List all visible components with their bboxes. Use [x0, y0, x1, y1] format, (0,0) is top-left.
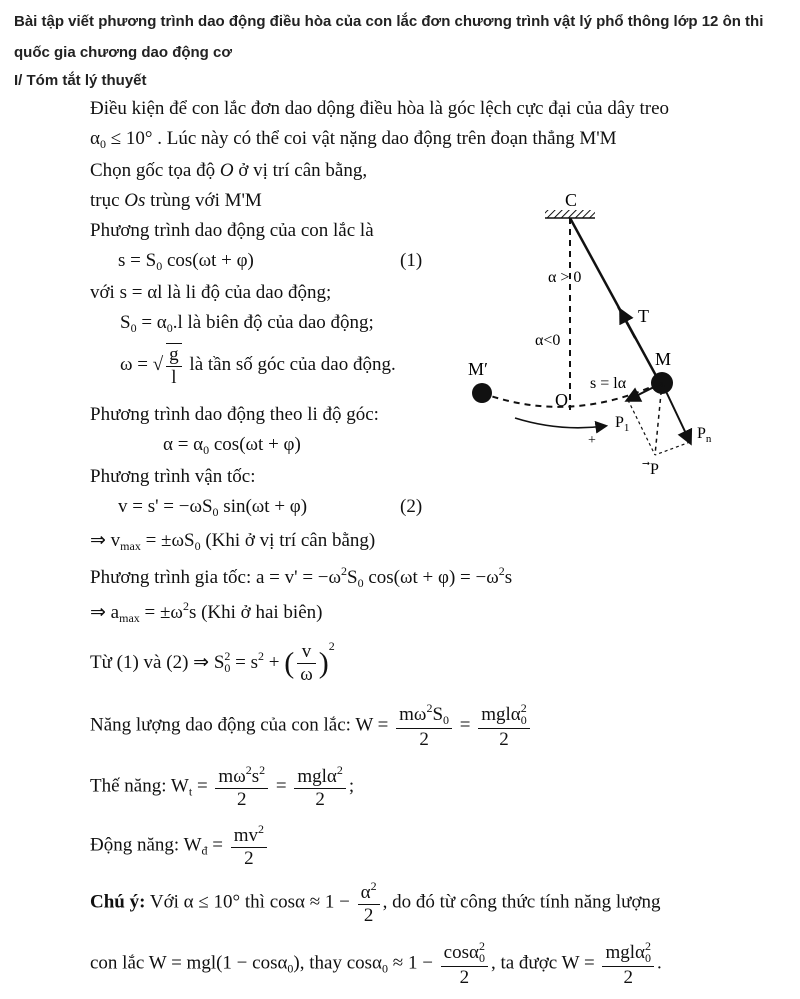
- label-C: C: [565, 190, 578, 210]
- angle-equation: $\alpha = \alpha_0$ cos(ωt + φ): [163, 434, 301, 457]
- note1a: Với: [149, 891, 179, 913]
- with-line: với s = αl là li độ của dao động;: [90, 282, 332, 303]
- equation-1: $s = S_0$ cos(ωt + φ): [118, 250, 254, 273]
- note-line2: con lắc W = mgl(1 − cosα$_0$), thay cosα$_0$ ≈ 1 − $\frac{\cos\alpha_0^2}{2}$ , ta được W = $\frac{mgl\alpha_0^2}{2}$ .: [90, 939, 662, 988]
- note1c: , do đó từ công thức tính năng lượng: [382, 891, 661, 913]
- note2c: , ta được: [490, 952, 558, 974]
- axis-text: trục: [90, 190, 120, 211]
- direction-arc: [515, 418, 605, 428]
- origin-tail: ở vị trí cân bằng,: [238, 160, 368, 181]
- note2a: con lắc: [90, 952, 145, 974]
- origin-line2: trục Os trùng với M'M: [90, 190, 262, 211]
- label-Pn: $P_n$: [697, 425, 712, 445]
- axis-tail: trùng với M'M: [150, 190, 262, 211]
- pot-label: Thế năng:: [90, 775, 167, 797]
- label-alpha-pos: α > 0: [548, 269, 582, 286]
- label-P: P: [650, 461, 659, 478]
- page-title-line2: quốc gia chương dao động cơ: [14, 44, 233, 61]
- with-tail: là li độ của dao động;: [167, 282, 332, 303]
- equation-1-tag: (1): [400, 250, 423, 271]
- from12-text: Từ (1) và (2): [90, 652, 189, 673]
- vmax-line: ⇒ $v_{max} = \pm\omega S_0$ (Khi ở vị trí cân bằng): [90, 530, 376, 553]
- sqrt-symbol: √ $\frac{g}{l}$: [153, 343, 185, 389]
- amax-line: ⇒ $a_{max} = \pm\omega^2s$ (Khi ở hai biên): [90, 599, 323, 625]
- intro-line1: Điều kiện để con lắc đơn dao dộng điều hòa là góc lệch cực đại của dây treo: [90, 98, 670, 119]
- omega-tail: là tần số góc của dao động.: [189, 354, 396, 376]
- P1-construction: [628, 400, 655, 455]
- origin-text: Chọn gốc tọa độ: [90, 160, 216, 181]
- section-heading: I/ Tóm tắt lý thuyết: [14, 72, 147, 89]
- equation-label: Phương trình dao động của con lắc là: [90, 220, 374, 241]
- kinetic-energy-line: Động năng: $W_đ$ = $\frac{mv^2}{2}$: [90, 823, 270, 870]
- acc-label: Phương trình gia tốc:: [90, 567, 252, 588]
- note-line1: Chú ý: Với α ≤ 10° thì cosα ≈ 1 − $\frac{\alpha^2}{2}$ , do đó từ công thức tính năng lượng: [90, 879, 661, 926]
- amax-tail: (Khi ở hai biên): [201, 602, 323, 623]
- acceleration-line: Phương trình gia tốc: $a = v' = -\omega^2S_0$ $\cos(\omega t + \varphi) = -\omega^2s$: [90, 564, 513, 590]
- intro-line2: $\alpha_0 \le 10^\circ$ . Lúc này có thể coi vật nặng dao động trên đoạn thẳng M'M: [90, 128, 617, 151]
- Pn-construction: [655, 442, 690, 455]
- label-s: s = lα: [590, 375, 627, 392]
- amplitude-line: $S_0 = \alpha_0.l$ là biên độ của dao động;: [120, 312, 374, 335]
- note1b: thì: [244, 891, 265, 913]
- pendulum-diagram: [450, 180, 750, 490]
- omega-line: ω = √ $\frac{g}{l}$ là tần số góc của dao động.: [120, 344, 396, 388]
- label-M-prime: M′: [468, 359, 488, 379]
- energy-label: Năng lượng dao động của con lắc:: [90, 714, 351, 736]
- velocity-equation: $v = s' = -\omega S_0$ sin(ωt + φ): [118, 496, 308, 519]
- relation-line: Từ (1) và (2) ⇒ $S_0^2 = s^2$ + ( $\frac{v}{\omega}$ )$^2$: [90, 639, 335, 686]
- page-title-line1: Bài tập viết phương trình dao động điều hòa của con lắc đơn chương trình vật lý phổ thông lớp 12 ôn thi: [14, 13, 764, 30]
- ball-M-prime: [472, 383, 492, 403]
- amplitude-tail: là biên độ của dao động;: [187, 312, 374, 333]
- velocity-label: Phương trình vận tốc:: [90, 466, 256, 487]
- label-alpha-neg: α<0: [535, 332, 561, 349]
- label-T: T: [638, 306, 649, 326]
- intro-line2-text: . Lúc này có thể coi vật nặng dao động trên đoạn thẳng M'M: [157, 128, 617, 149]
- vmax-tail: (Khi ở vị trí cân bằng): [205, 530, 376, 551]
- angle-label: Phương trình dao động theo li độ góc:: [90, 404, 379, 425]
- energy-line: Năng lượng dao động của con lắc: W = $\frac{m\omega^2S_0}{2}$ = $\frac{mgl\alpha_0^2}{2}$: [90, 702, 533, 751]
- P-arrow: [655, 383, 662, 455]
- with-word: với: [90, 282, 115, 303]
- tension-arrow: [621, 311, 635, 338]
- Pn-arrow: [662, 383, 690, 442]
- note2b: , thay: [299, 952, 342, 974]
- label-M: M: [655, 349, 672, 369]
- ceiling-hatch: [545, 210, 595, 218]
- origin-line1: Chọn gốc tọa độ O ở vị trí cân bằng,: [90, 160, 368, 181]
- kin-label: Động năng:: [90, 834, 180, 856]
- label-O: O: [555, 390, 568, 410]
- note-label: Chú ý:: [90, 891, 146, 913]
- equation-2-tag: (2): [400, 496, 423, 517]
- label-P1: $P_1$: [615, 414, 630, 434]
- label-plus: +: [588, 433, 596, 448]
- string: [570, 218, 660, 383]
- potential-energy-line: Thế năng: $W_t$ = $\frac{m\omega^2s^2}{2}$ = $\frac{mgl\alpha^2}{2}$ ;: [90, 763, 355, 810]
